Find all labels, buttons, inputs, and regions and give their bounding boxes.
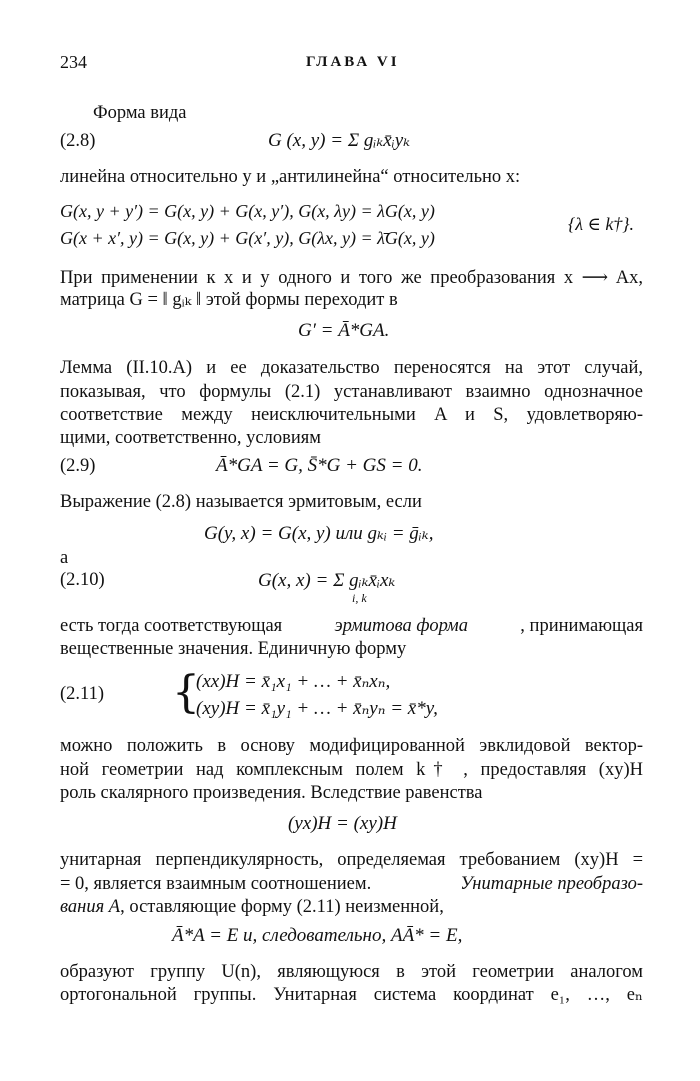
page-number: 234: [60, 52, 87, 72]
equation-number: (2.10): [60, 570, 105, 590]
term-hermitian-form: эрмитова форма: [334, 616, 468, 636]
text-line: щими, соответственно, условиям: [60, 428, 321, 448]
text-line: можно положить в основу модифицированной эвклидовой вектор-: [60, 736, 643, 756]
formula-2-11a: (xx)H = x̄₁x₁ + … + x̄ₙxₙ,: [196, 671, 391, 692]
formula-linearity-1: G(x, y + y′) = G(x, y) + G(x, y′), G(x, λy) = λG(x, y): [60, 201, 435, 221]
text-line: а: [60, 548, 69, 568]
text-line: Лемма (II.10.A) и ее доказательство переносятся на этот случай,: [60, 358, 643, 378]
equation-number: (2.9): [60, 456, 96, 476]
chapter-header: ГЛАВА VI: [306, 54, 400, 70]
text-line: [60, 895, 444, 919]
text-line: [60, 614, 643, 638]
text-line: Выражение (2.8) называется эрмитовым, если: [60, 492, 422, 512]
term-unitary-transformations: вания A: [60, 897, 121, 917]
text-line: показывая, что формулы (2.1) устанавливают взаимно однозначное: [60, 382, 643, 402]
text-run: , принимающая: [520, 616, 643, 636]
formula-2-8: G (x, y) = Σ gᵢₖx̄ᵢyₖ: [268, 130, 411, 151]
formula-sum-index: i, k: [352, 591, 367, 605]
text-line: роль скалярного произведения. Вследствие равенства: [60, 783, 483, 803]
left-brace: {: [172, 667, 200, 718]
formula-2-9: Ā*GA = G, S̄*G + GS = 0.: [216, 455, 423, 476]
text-line: образуют группу U(n), являющуюся в этой геометрии аналогом: [60, 962, 643, 982]
formula-2-10: G(x, x) = Σ gᵢₖx̄ᵢxₖ: [258, 570, 396, 591]
text-line: Форма вида: [93, 103, 187, 123]
term-unitary-transformations: Унитарные преобразо-: [460, 874, 643, 894]
text-run: = 0, является взаимным соотношением.: [60, 874, 372, 894]
text-line: унитарная перпендикулярность, определяемая требованием (xy)H =: [60, 850, 643, 870]
formula-hermitian: G(y, x) = G(x, y) или gₖᵢ = ḡᵢₖ,: [204, 523, 434, 544]
text-run: есть тогда соответствующая: [60, 616, 283, 636]
formula-g-prime: G′ = Ā*GA.: [298, 320, 390, 341]
text-line: матрица G = ‖ gᵢₖ ‖ этой формы переходит в: [60, 290, 398, 310]
text-line: вещественные значения. Единичную форму: [60, 639, 407, 659]
text-line: [60, 872, 643, 896]
text-line: линейна относительно y и „антилинейна“ относительно x:: [60, 167, 521, 187]
text-run: , оставляющие форму (2.11) неизменной,: [120, 897, 444, 917]
text-line: соответствие между неисключительными A и S, удовлетворяю-: [60, 405, 643, 425]
text-line: ной геометрии над комплексным полем k† , предоставляя (xy)H: [60, 760, 643, 780]
equation-number: (2.8): [60, 131, 96, 151]
formula-condition: {λ ∈ k†}.: [568, 214, 635, 234]
text-line: ортогональной группы. Унитарная система координат e₁, …, eₙ: [60, 985, 643, 1005]
formula-symmetry: (yx)H = (xy)H: [288, 813, 397, 834]
equation-number: (2.11): [60, 684, 105, 704]
formula-unitary: Ā*A = E и, следовательно, AĀ* = E,: [172, 925, 463, 946]
formula-linearity-2: G(x + x′, y) = G(x, y) + G(x′, y), G(λx, y) = λ̄G(x, y): [60, 228, 435, 248]
formula-2-11b: (xy)H = x̄₁y₁ + … + x̄ₙyₙ = x̄*y,: [196, 698, 438, 719]
text-line: При применении к x и y одного и того же преобразования x ⟶ Ax,: [60, 268, 643, 288]
